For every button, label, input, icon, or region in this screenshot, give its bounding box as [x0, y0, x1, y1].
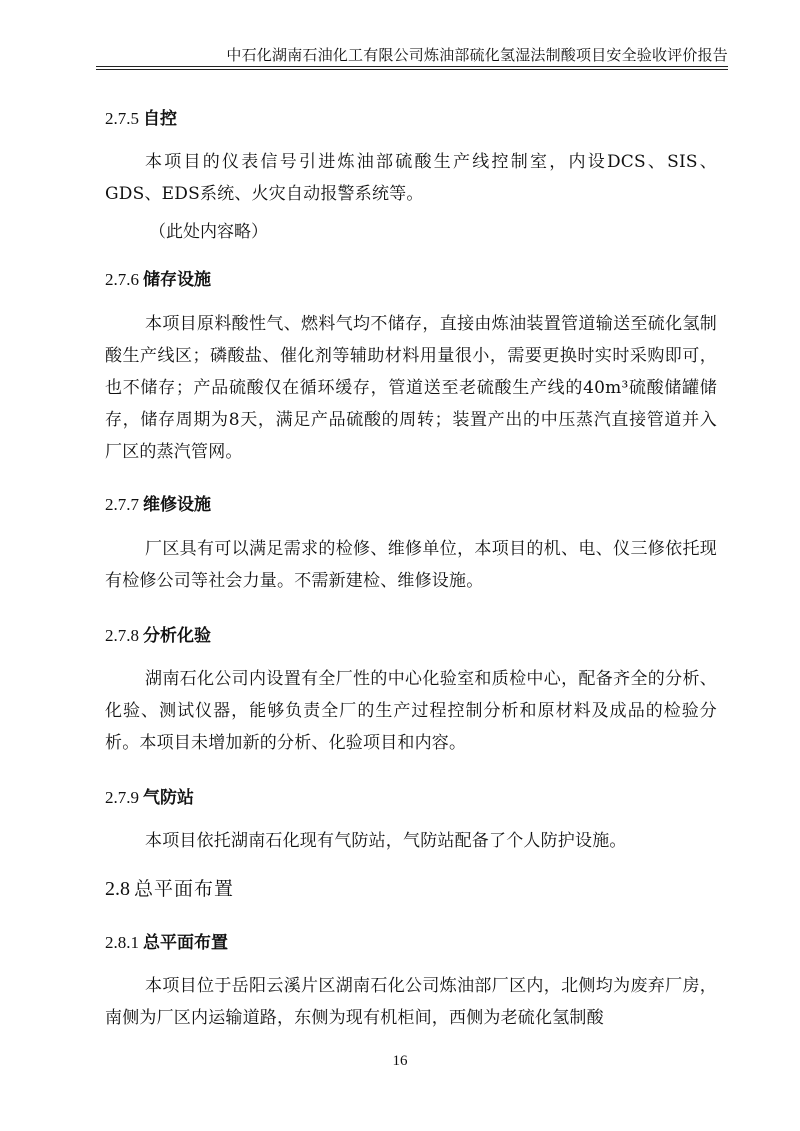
heading-number: 2.7.6	[105, 270, 139, 289]
heading-2-8-1	[105, 928, 228, 953]
heading-title: 自控	[143, 109, 177, 129]
header-rule	[96, 66, 728, 70]
heading-number: 2.7.5	[105, 109, 139, 128]
heading-2-7-6	[105, 265, 211, 290]
heading-2-8	[105, 874, 234, 901]
heading-2-7-8	[105, 621, 211, 646]
heading-number: 2.8	[105, 878, 130, 900]
heading-title: 维修设施	[143, 495, 211, 515]
heading-title: 总平面布置	[134, 878, 235, 900]
paragraph-control: 本项目的仪表信号引进炼油部硫酸生产线控制室，内设DCS、SIS、GDS、EDS系统、火灾自动报警系统等。	[105, 152, 717, 204]
running-header: 中石化湖南石油化工有限公司炼油部硫化氢湿法制酸项目安全验收评价报告	[226, 46, 728, 64]
omitted-note: （此处内容略）	[149, 222, 268, 242]
heading-2-7-5	[105, 104, 177, 129]
paragraph-maintenance: 厂区具有可以满足需求的检修、维修单位，本项目的机、电、仪三修依托现有检修公司等社会力量。不需新建检、维修设施。	[105, 539, 717, 591]
heading-title: 气防站	[143, 788, 194, 808]
paragraph-gas-protection: 本项目依托湖南石化现有气防站，气防站配备了个人防护设施。	[145, 831, 627, 851]
heading-2-7-7	[105, 490, 211, 515]
heading-2-7-9	[105, 783, 194, 808]
paragraph-layout: 本项目位于岳阳云溪片区湖南石化公司炼油部厂区内，北侧均为废弃厂房，南侧为厂区内运输道路，东侧为现有机柜间，西侧为老硫化氢制酸	[105, 976, 717, 1028]
heading-title: 分析化验	[143, 626, 211, 646]
heading-title: 总平面布置	[143, 933, 228, 953]
heading-title: 储存设施	[143, 270, 211, 290]
heading-number: 2.8.1	[105, 933, 139, 952]
heading-number: 2.7.7	[105, 495, 139, 514]
heading-number: 2.7.9	[105, 788, 139, 807]
heading-number: 2.7.8	[105, 626, 139, 645]
paragraph-analysis: 湖南石化公司内设置有全厂性的中心化验室和质检中心，配备齐全的分析、化验、测试仪器，能够负责全厂的生产过程控制分析和原材料及成品的检验分析。本项目未增加新的分析、化验项目和内容。	[105, 669, 717, 753]
page-number: 16	[392, 1053, 408, 1069]
paragraph-storage: 本项目原料酸性气、燃料气均不储存，直接由炼油装置管道输送至硫化氢制酸生产线区；磷酸盐、催化剂等辅助材料用量很小，需要更换时实时采购即可，也不储存；产品硫酸仅在循环缓存，管道送至老硫酸生产线的40m³硫酸储罐储存，储存周期为8天，满足产品硫酸的周转；装置产出的中压蒸汽直接管道并入厂区的蒸汽管网。	[105, 314, 717, 462]
